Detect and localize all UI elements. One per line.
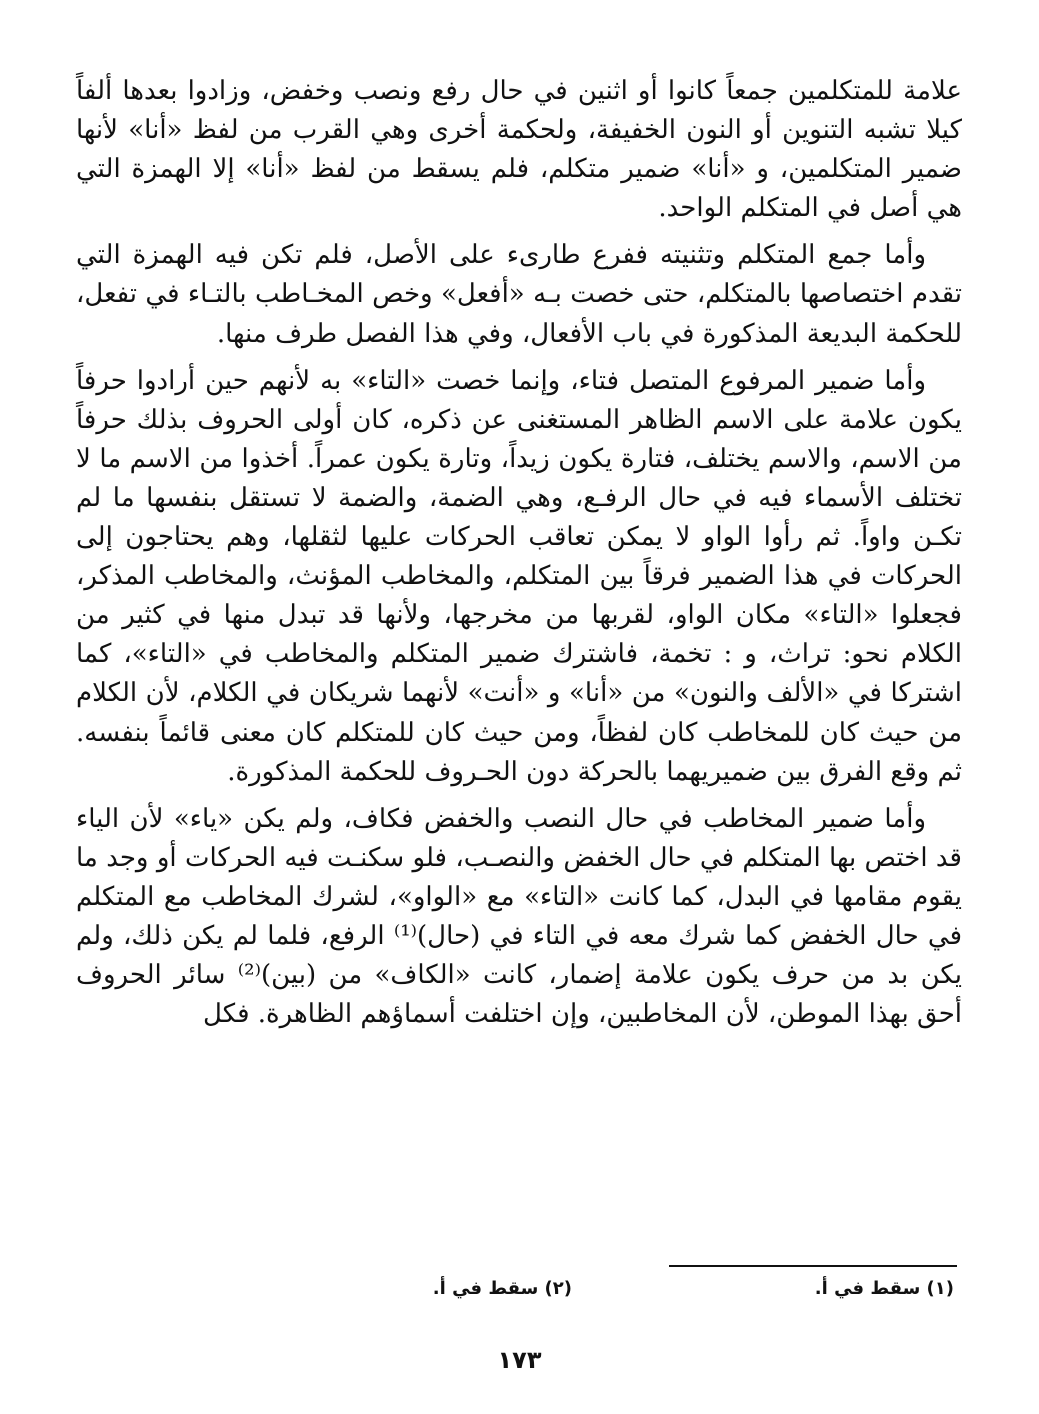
- body-text: [76, 72, 962, 1042]
- footnotes: [76, 1278, 962, 1312]
- paragraph-2: وأما جمع المتكلم وتثنيته ففرع طارىء على الأصل، فلم تكن فيه الهمزة التي تقدم اختصاصها بالمتكلم، حتى خصت بـه «أفعل» وخص المخـاطب بالتـاء في تفعل، للحكمة البديعة المذكورة في باب الأفعال، وفي هذا الفصل طرف منها.: [76, 240, 962, 349]
- paragraph-1: علامة للمتكلمين جمعاً كانوا أو اثنين في حال رفع ونصب وخفض، وزادوا بعدها ألفاً كيلا تشبه التنوين أو النون الخفيفة، ولحكمة أخرى وهي القرب من لفظ «أنا» لأنها ضمير المتكلمين، و «أنا» ضمير متكلم، فلم يسقط من لفظ «أنا» إلا الهمزة التي هي أصل في المتكلم الواحد.: [76, 76, 962, 224]
- footnote-divider: [669, 1265, 957, 1267]
- page-number: ١٧٣: [497, 1346, 542, 1374]
- footnote-1: (١) سقط في أ.: [814, 1278, 954, 1299]
- paragraph-3: وأما ضمير المرفوع المتصل فتاء، وإنما خصت «التاء» به لأنهم حين أرادوا حرفاً يكون علامة على الاسم الظاهر المستغنى عن ذكره، كان أولى الحروف بذلك حرفاً من الاسم، والاسم يختلف، فتارة يكون زيداً، وتارة يكون عمراً. أخذوا من الاسم ما لا تختلف الأسماء فيه في حال الرفـع، وهي الضمة، والضمة لا تستقل بنفسها ما لم تكـن واواً. ثم رأوا الواو لا يمكن تعاقب الحركات عليها لثقلها، وهم يحتاجون إلى الحركات في هذا الضمير فرقاً بين المتكلم، والمخاطب المؤنث، والمخاطب المذكر، فجعلوا «التاء» مكان الواو، لقربها من مخرجها، ولأنها قد تبدل منها في كثير من الكلام نحو: تراث، و : تخمة، فاشترك ضمير المتكلم والمخاطب في «التاء»، كما اشتركا في «الألف والنون» من «أنا» و «أنت» لأنهما شريكان في الكلام، لأن الكلام من حيث كان للمخاطب كان لفظاً، ومن حيث كان للمتكلم كان معنى قائماً بنفسه. ثم وقع الفرق بين ضميريهما بالحركة دون الحـروف للحكمة المذكورة.: [76, 365, 962, 787]
- paragraph-4: وأما ضمير المخاطب في حال النصب والخفض فكاف، ولم يكن «ياء» لأن الياء قد اختص بها المتكلم في حال الخفض والنصـب، فلو سكنـت فيه الحركات أو وجد ما يقوم مقامها في البدل، كما كانت «التاء» مع «الواو»، لشرك المخاطب مع المتكلم في حال الخفض كما شرك معه في التاء في (حال)⁽¹⁾ الرفع، فلما لم يكن ذلك، ولم يكن بد من حرف يكون علامة إضمار، كانت «الكاف» من (بين)⁽²⁾ سائر الحروف أحق بهذا الموطن، لأن المخاطبين، وإن اختلفت أسماؤهم الظاهرة. فكل: [76, 803, 963, 1030]
- footnote-2: (٢) سقط في أ.: [432, 1278, 572, 1299]
